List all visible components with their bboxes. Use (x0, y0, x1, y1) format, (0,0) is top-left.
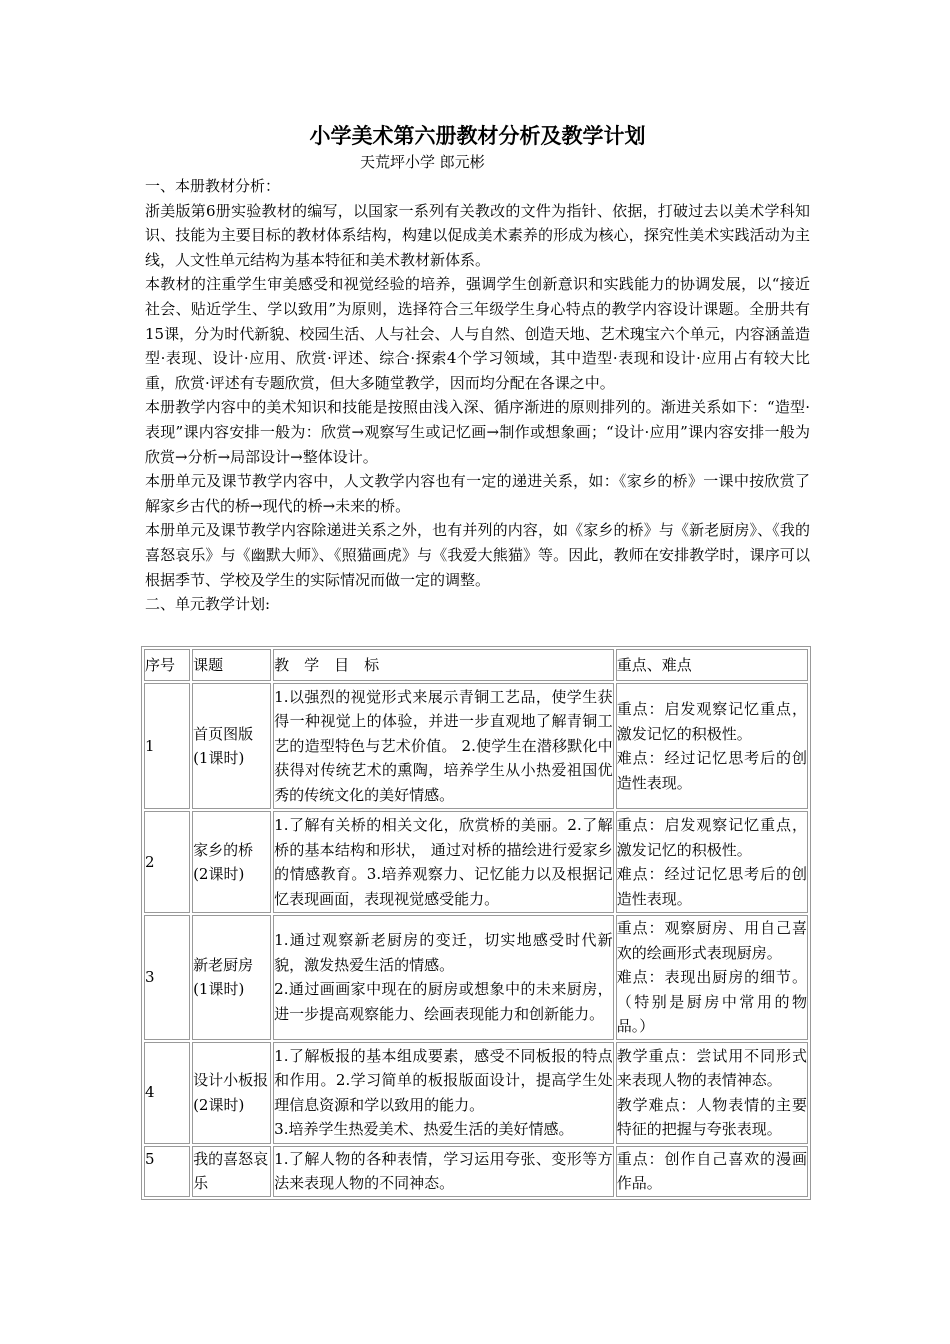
difficult-point: 难点：经过记忆思考后的创造性表现。 (616, 865, 807, 908)
difficult-point: 难点：表现出厨房的细节。（特别是厨房中常用的物品。） (616, 968, 807, 1035)
row-topic (192, 1042, 271, 1144)
page-title: 小学美术第六册教材分析及教学计划 (309, 124, 646, 148)
header-no: 序号 (144, 649, 190, 681)
row-topic (192, 1146, 271, 1197)
row-goals: 1.以强烈的视觉形式来展示青铜工艺品，使学生获得一种视觉上的体验，并进一步直观地了解青铜工艺的造型特色与艺术价值。 2.使学生在潜移默化中获得对传统艺术的熏陶，培养学生从小热爱祖国优秀的传统文化的美好情感。 (273, 683, 614, 809)
row-points (616, 1146, 808, 1197)
key-point: 重点：观察厨房、用自己喜欢的绘画形式表现厨房。 (616, 919, 807, 962)
difficult-point: 教学难点：人物表情的主要特征的把握与夸张表现。 (616, 1095, 807, 1138)
row-goals: 1.了解人物的各种表情，学习运用夸张、变形等方法来表现人物的不同神态。 (273, 1146, 614, 1197)
topic-title: 首页图版 (193, 724, 254, 743)
topic-title: 家乡的桥 (193, 840, 254, 859)
paragraph: 本册教学内容中的美术知识和技能是按照由浅入深、循序渐进的原则排列的。渐进关系如下：“造型·表现”课内容安排一般为：欣赏→观察写生或记忆画→制作或想象画；“设计·应用”课内容安排一般为欣赏→分析→局部设计→整体设计。 (145, 398, 810, 466)
topic-hours: (2课时) (193, 1095, 245, 1114)
key-point: 重点：启发观察记忆重点，激发记忆的积极性。 (616, 816, 807, 859)
header-points: 重点、难点 (616, 649, 808, 681)
key-point: 重点：启发观察记忆重点，激发记忆的积极性。 (616, 700, 807, 743)
document-page (145, 120, 810, 617)
author-line: 天荒坪小学 郎元彬 (360, 153, 485, 171)
topic-title: 新老厨房 (193, 955, 254, 974)
paragraph: 本教材的注重学生审美感受和视觉经验的培养，强调学生创新意识和实践能力的协调发展，以“接近社会、贴近学生、学以致用”为原则，选择符合三年级学生身心特点的教学内容设计课题。全册共有15课，分为时代新貌、校园生活、人与社会、人与自然、创造天地、艺术瑰宝六个单元，内容涵盖造型·表现、设计·应用、欣赏·评述、综合·探索4个学习领域，其中造型·表现和设计·应用占有较大比重，欣赏·评述有专题欣赏，但大多随堂教学，因而均分配在各课之中。 (145, 275, 810, 392)
row-topic (192, 683, 271, 809)
paragraph: 本册单元及课节教学内容除递进关系之外，也有并列的内容，如《家乡的桥》与《新老厨房》、《我的喜怒哀乐》与《幽默大师》、《照猫画虎》与《我爱大熊猫》等。因此，教师在安排教学时，课序可以根据季节、学校及学生的实际情况而做一定的调整。 (145, 521, 810, 589)
row-no: 4 (144, 1042, 190, 1144)
table-row (144, 1042, 808, 1144)
paragraph: 本册单元及课节教学内容中，人文教学内容也有一定的递进关系，如：《家乡的桥》一课中按欣赏了解家乡古代的桥→现代的桥→未来的桥。 (145, 472, 810, 515)
table-header-row (144, 649, 808, 681)
key-point: 教学重点：尝试用不同形式来表现人物的表情神态。 (616, 1046, 807, 1089)
section-heading-analysis: 一、本册教材分析： (145, 177, 281, 195)
row-goals: 1.了解板报的基本组成要素，感受不同板报的特点和作用。2.学习简单的板报版面设计，提高学生处理信息资源和学以致用的能力。 3.培养学生热爱美术、热爱生活的美好情感。 (273, 1042, 614, 1144)
row-points (616, 1042, 808, 1144)
topic-hours: (2课时) (193, 865, 245, 883)
key-point: 重点：创作自己喜欢的漫画作品。 (616, 1149, 807, 1192)
row-no: 1 (144, 683, 190, 809)
row-topic (192, 811, 271, 913)
row-goals: 1.了解有关桥的相关文化，欣赏桥的美丽。2.了解桥的基本结构和形状， 通过对桥的描绘进行爱家乡的情感教育。3.培养观察力、记忆能力以及根据记忆表现画面，表现视觉感受能力。 (273, 811, 614, 913)
topic-title: 我的喜怒哀乐 (193, 1149, 269, 1192)
row-points (616, 683, 808, 809)
topic-title: 设计小板报 (193, 1071, 269, 1089)
topic-hours: (1课时) (193, 749, 245, 767)
row-topic (192, 915, 271, 1040)
row-goals: 1.通过观察新老厨房的变迁，切实地感受时代新貌，激发热爱生活的情感。 2.通过画画家中现在的厨房或想象中的未来厨房，进一步提高观察能力、绘画表现能力和创新能力。 (273, 915, 614, 1040)
row-points (616, 811, 808, 913)
paragraph: 浙美版第6册实验教材的编写，以国家一系列有关教改的文件为指针、依据，打破过去以美术学科知识、技能为主要目标的教材体系结构，构建以促成美术素养的形成为核心，探究性美术实践活动为主线，人文性单元结构为基本特征和美术教材新体系。 (145, 201, 810, 269)
header-topic: 课题 (192, 649, 271, 681)
table-row (144, 683, 808, 809)
table-row (144, 1146, 808, 1197)
difficult-point: 难点：经过记忆思考后的创造性表现。 (616, 749, 807, 792)
table-row (144, 811, 808, 913)
row-no: 3 (144, 915, 190, 1040)
section-heading-plan: 二、单元教学计划: (145, 595, 271, 614)
row-no: 5 (144, 1146, 190, 1197)
row-points (616, 915, 808, 1040)
unit-plan-table (141, 646, 811, 1200)
header-goals: 教 学 目 标 (273, 649, 614, 681)
table-row (144, 915, 808, 1040)
row-no: 2 (144, 811, 190, 913)
topic-hours: (1课时) (193, 980, 245, 999)
